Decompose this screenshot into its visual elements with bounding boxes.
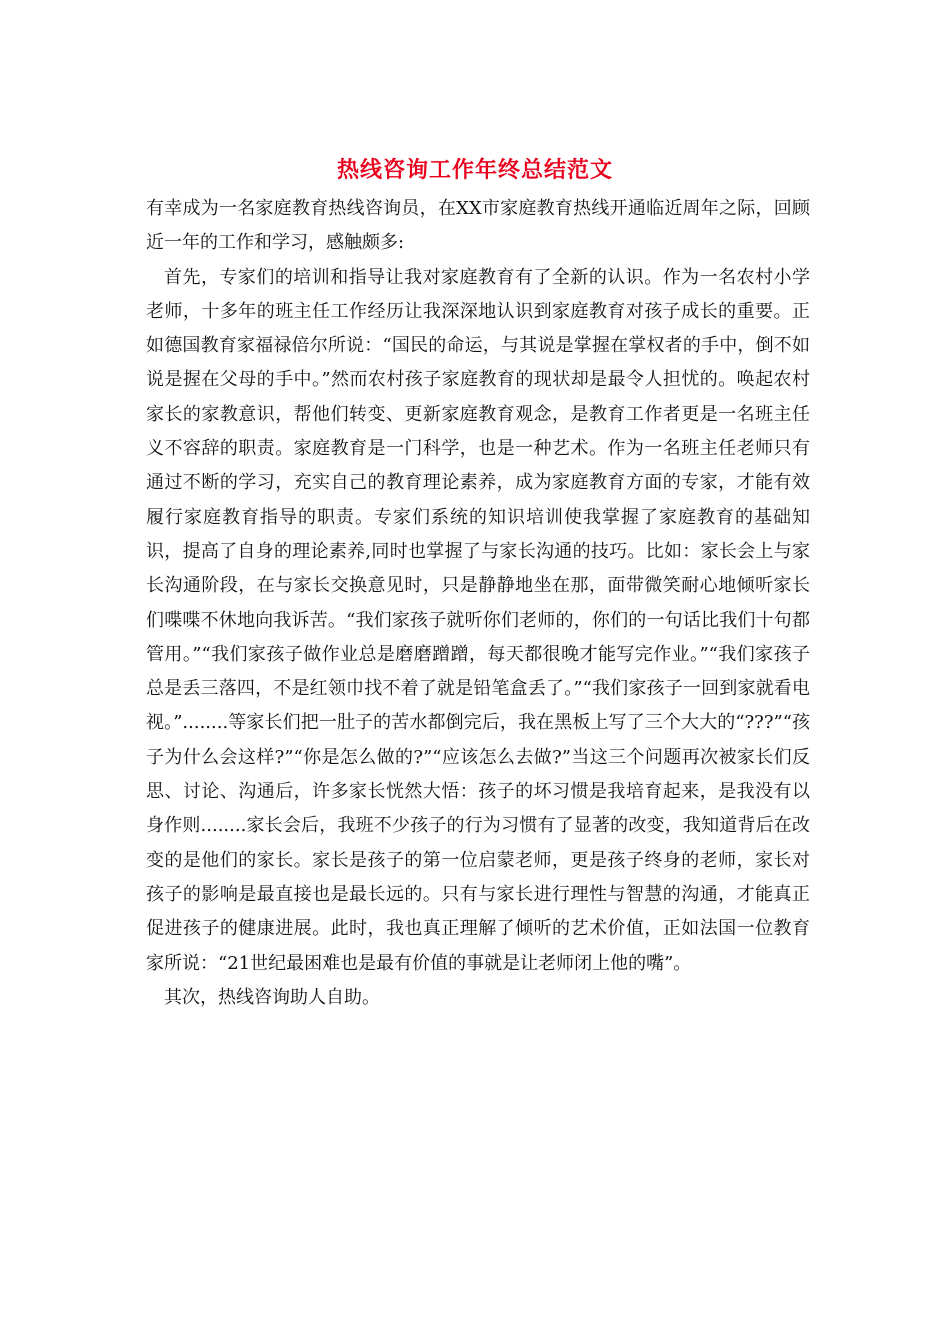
document-body	[146, 192, 810, 1015]
paragraph-first-point: 首先，专家们的培训和指导让我对家庭教育有了全新的认识。作为一名农村小学老师，十多年的班主任工作经历让我深深地认识到家庭教育对孩子成长的重要。正如德国教育家福禄倍尔所说：“国民的命运，与其说是掌握在掌权者的手中，倒不如说是握在父母的手中。”然而农村孩子家庭教育的现状却是最令人担忧的。唤起农村家长的家教意识，帮他们转变、更新家庭教育观念，是教育工作者更是一名班主任义不容辞的职责。家庭教育是一门科学，也是一种艺术。作为一名班主任老师只有通过不断的学习，充实自己的教育理论素养，成为家庭教育方面的专家，才能有效履行家庭教育指导的职责。专家们系统的知识培训使我掌握了家庭教育的基础知识，提高了自身的理论素养,同时也掌握了与家长沟通的技巧。比如：家长会上与家长沟通阶段，在与家长交换意见时，只是静静地坐在那，面带微笑耐心地倾听家长们喋喋不休地向我诉苦。“我们家孩子就听你们老师的，你们的一句话比我们十句都管用。”“我们家孩子做作业总是磨磨蹭蹭，每天都很晚才能写完作业。”“我们家孩子总是丢三落四，不是红领巾找不着了就是铅笔盒丢了。”“我们家孩子一回到家就看电视。”........等家长们把一肚子的苦水都倒完后，我在黑板上写了三个大大的“???”“孩子为什么会这样?”“你是怎么做的?”“应该怎么去做?”当这三个问题再次被家长们反思、讨论、沟通后，许多家长恍然大悟：孩子的坏习惯是我培育起来，是我没有以身作则........家长会后，我班不少孩子的行为习惯有了显著的改变，我知道背后在改变的是他们的家长。家长是孩子的第一位启蒙老师，更是孩子终身的老师，家长对孩子的影响是最直接也是最长远的。只有与家长进行理性与智慧的沟通，才能真正促进孩子的健康进展。此时，我也真正理解了倾听的艺术价值，正如法国一位教育家所说：“21世纪最困难也是最有价值的事就是让老师闭上他的嘴”。	[146, 266, 810, 974]
paragraph-intro: 有幸成为一名家庭教育热线咨询员，在XX市家庭教育热线开通临近周年之际，回顾近一年的工作和学习，感触颇多:	[146, 198, 810, 254]
document-title: 热线咨询工作年终总结范文	[336, 157, 613, 183]
paragraph-second-point: 其次，热线咨询助人自助。	[164, 986, 380, 1008]
